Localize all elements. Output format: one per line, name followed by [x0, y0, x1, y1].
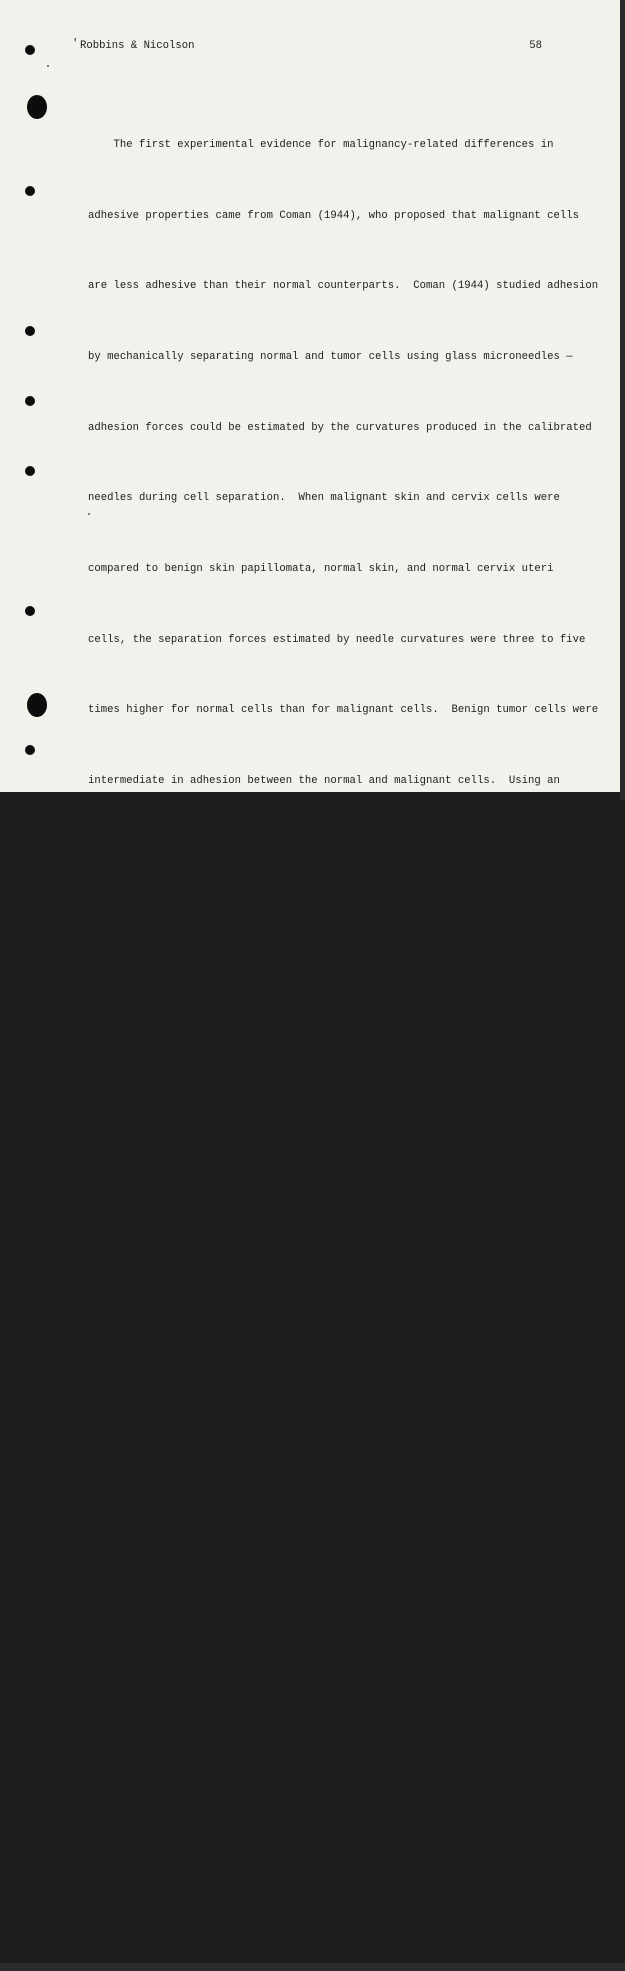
text-line: than normal cell aggregates. [88, 1057, 267, 1070]
binder-hole [25, 45, 35, 55]
scan-edge-shadow [620, 0, 625, 800]
scan-bottom-shadow [0, 1963, 625, 1971]
text-line: resembled 3T3 cells rather than SV3T3. However, Dorsey and Roth (1973) also [88, 1834, 573, 1847]
binder-hole [25, 326, 35, 336]
binder-hole [27, 95, 47, 119]
text-line: with mouse fibroblasts grown in culture, using the aggregate-cell capture [88, 1198, 554, 1211]
binder-hole [25, 396, 35, 406]
text-line: by mechanically separating normal and tumor cells using glass microneedles — [88, 351, 573, 364]
text-line: spontaneously (3T12) and by SV40 virus (SV3T3) were studied. The aggregate- [88, 1551, 573, 1564]
text-line: found that malignant cell masses were dispersed more easily and more quickly [88, 986, 573, 999]
binder-hole [25, 466, 35, 476]
text-line: single-cell suspension which adhere to aggregates of the same (homotypic) [88, 1339, 554, 1352]
text-line: approach which measured the mechanical force required to disaggregate cells [88, 845, 567, 858]
text-line: Dorsey and Roth (1973) have tested the decreased-adhesiveness hypothesis [88, 1128, 573, 1141]
text-line: assay of Roth et al. (1971). This assay measures the number of cells in a [88, 1269, 560, 1282]
text-line: intermediate in adhesion between the normal and malignant cells. Using an [88, 774, 560, 787]
text-line: homo- and heterotypically, than normal 3T3 cells, but the 3T12 malignant line [88, 1693, 580, 1706]
text-line: are less adhesive than their normal counterparts. Coman (1944) studied adhesion [88, 280, 599, 293]
text-line: to be somewhat less adhesive than 3T3. Nonmalignant revertants of SV3T3 [88, 1763, 548, 1776]
header-tick-mark: ' [72, 38, 79, 50]
text-line: adhesion forces could be estimated by the curvatures produced in the calibrated [88, 421, 592, 434]
text-line: The first experimental evidence for malignancy-related differences in [88, 139, 554, 152]
text-line: from cell clumps suspended in physiological buffers, McCutcheon et al. (1948) [88, 916, 580, 929]
binder-hole [25, 186, 35, 196]
binder-hole [25, 745, 35, 755]
text-line: adhesive properties came from Coman (1944), who proposed that malignant cells [88, 209, 580, 222]
text-line: found that another assay for adhesion (Curtis and Greaves, 1965) — the loss [88, 1905, 567, 1918]
text-line: cell capture assay showed the malignant SV3T3 cells to be more adhesive, both [88, 1622, 580, 1635]
body-text [88, 87, 599, 1971]
dust-speck [47, 65, 49, 67]
text-line: cells, the separation forces estimated by needle curvatures were three to five [88, 633, 586, 646]
binder-hole [27, 693, 47, 717]
running-head-authors: Robbins & Nicolson [80, 40, 195, 52]
page-number: 58 [529, 40, 542, 52]
binder-hole [25, 606, 35, 616]
text-line: times higher for normal cells than for malignant cells. Benign tumor cells were [88, 704, 599, 717]
text-line: or different (heterotypic) cells circulating in the suspension. The inter- [88, 1410, 567, 1423]
text-line: compared to benign skin papillomata, normal skin, and normal cervix uteri [88, 562, 554, 575]
text-line: actions of mouse 3T3 fibroblasts and two malignant derivatives transformed [88, 1481, 560, 1494]
text-line: needles during cell separation. When malignant skin and cervix cells were [88, 492, 560, 505]
